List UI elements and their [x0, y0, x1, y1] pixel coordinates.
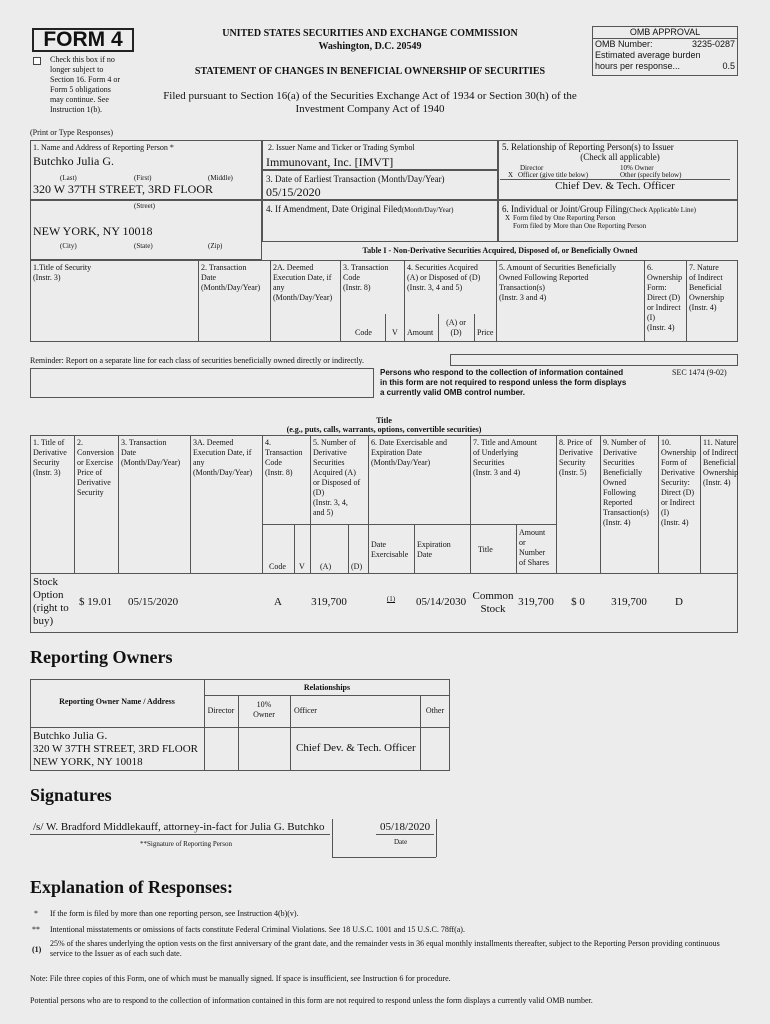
box5-label: 5. Relationship of Reporting Person(s) to Issuer [502, 142, 674, 152]
t1-col6: 6. Ownership Form: Direct (D) or Indirect (I) (Instr. 4) [647, 263, 683, 332]
date-label: Date [394, 838, 408, 846]
t1-col5: 5. Amount of Securities Beneficially Owned Following Reported Transaction(s) (Instr. 3 and 4) [499, 263, 617, 302]
t1-col1: 1.Title of Security (Instr. 3) [33, 263, 92, 282]
reminder-right-box [450, 354, 738, 366]
note1: If the form is filed by more than one reporting person, see Instruction 4(b)(v). [50, 909, 299, 918]
t2-col8: 8. Price of Derivative Security (Instr. 5) [559, 438, 593, 477]
issuer-name: Immunovant, Inc. [IMVT] [266, 155, 394, 169]
t2-col10: 10. Ownership Form of Derivative Security: Direct (D) or Indirect (I) (Instr. 4) [661, 438, 697, 527]
t2-exp-date: Expiration Date [417, 540, 451, 559]
t2-col7: 7. Title and Amount of Underlying Securities (Instr. 3 and 4) [473, 438, 538, 477]
t2-row-date-ex[interactable]: (1) [386, 595, 396, 603]
t2-v: V [299, 562, 305, 571]
t2-code: Code [269, 562, 286, 571]
t2-title: Title [478, 545, 493, 554]
state-label: (State) [134, 242, 153, 250]
owners-ten-pct: 10% Owner [253, 700, 275, 719]
t1-col3: 3. Transaction Code (Instr. 8) [343, 263, 389, 292]
ten-pct-option[interactable]: 10% Owner [620, 164, 654, 172]
table2-title: Title [376, 416, 392, 425]
form-title: FORM 4 [43, 28, 123, 51]
director-option[interactable]: Director [520, 164, 544, 172]
officer-option[interactable]: Officer (give title below) [518, 171, 589, 179]
middle-label: (Middle) [208, 174, 233, 182]
print-type-note: (Print or Type Responses) [30, 128, 114, 137]
box6-sub: (Check Applicable Line) [626, 206, 696, 214]
reporting-person-name: Butchko Julia G. [33, 154, 114, 168]
omb-hours: 0.5 [722, 61, 735, 71]
t2-a: (A) [320, 562, 332, 571]
omb-number: 3235-0287 [691, 39, 735, 49]
note2: Intentional misstatements or omissions of facts constitute Federal Criminal Violations. See 18 U.S.C. 1001 and 15 U.S.C. 78ff(a). [50, 925, 465, 934]
box3-label: 3. Date of Earliest Transaction (Month/Day/Year) [266, 174, 445, 184]
date-line [376, 834, 434, 835]
table1-title: Table I - Non-Derivative Securities Acquired, Disposed of, or Beneficially Owned [362, 246, 638, 255]
t2-col4: 4. Transaction Code (Instr. 8) [265, 438, 303, 477]
owners-other: Other [425, 706, 445, 715]
filing-line-2[interactable]: Form filed by More than One Reporting Person [513, 222, 647, 230]
signature-date: 05/18/2020 [380, 821, 431, 833]
officer-title: Chief Dev. & Tech. Officer [555, 180, 675, 192]
signature-value: /s/ W. Bradford Middlekauff, attorney-in-fact for Julia G. Butchko [33, 821, 325, 833]
t1-code: Code [355, 328, 372, 337]
t2-row-date: 05/15/2020 [128, 596, 179, 608]
agency-location: Washington, D.C. 20549 [318, 41, 422, 52]
t2-row-under-amount: 319,700 [518, 596, 554, 608]
t2-row-form: D [675, 596, 683, 608]
filing-note: Note: File three copies of this Form, one of which must be manually signed. If space is insufficient, see Instruction 6 for procedure. [30, 974, 451, 983]
first-label: (First) [134, 174, 152, 182]
zip-label: (Zip) [208, 242, 223, 250]
omb-hours-label: hours per response... [595, 61, 681, 71]
owners-row-name: Butchko Julia G. 320 W 37TH STREET, 3RD FLOOR NEW YORK, NY 10018 [33, 730, 199, 768]
owners-name-addr: Reporting Owner Name / Address [59, 697, 175, 706]
box4-sub: (Month/Day/Year) [401, 206, 454, 214]
t2-col5: 5. Number of Derivative Securities Acquired (A) or Disposed of (D) (Instr. 3, 4, and 5) [313, 438, 361, 517]
street-label: (Street) [134, 202, 155, 210]
t2-row-code: A [274, 596, 282, 608]
signature-label: **Signature of Reporting Person [140, 840, 232, 848]
owners-row-officer: Chief Dev. & Tech. Officer [296, 742, 416, 754]
agency-name: UNITED STATES SECURITIES AND EXCHANGE COMMISSION [222, 28, 518, 39]
reporting-person-city: NEW YORK, NY 10018 [33, 224, 153, 238]
note2-mark: ** [32, 925, 40, 934]
t2-row-title: Stock Option (right to buy) [33, 576, 69, 627]
box4-label-text: 4. If Amendment, Date Original Filed [266, 204, 402, 214]
t1-v: V [392, 328, 398, 337]
sec-number: SEC 1474 (9-02) [672, 368, 727, 377]
t2-col2: 2. Conversion or Exercise Price of Derivative Security [77, 438, 114, 497]
owners-director: Director [207, 706, 235, 715]
t1-col2: 2. Transaction Date (Month/Day/Year) [201, 263, 261, 292]
last-label: (Last) [60, 174, 77, 182]
box1-label: 1. Name and Address of Reporting Person * [33, 143, 174, 152]
reminder-left-box [30, 368, 374, 398]
omb-burden-label: Estimated average burden [595, 50, 701, 60]
explanation-heading: Explanation of Responses: [30, 877, 234, 897]
note3-mark: (1) [32, 945, 42, 954]
potential-persons: Potential persons who are to respond to the collection of information contained in this form are not required to respond unless the form displays a currently valid OMB number. [30, 996, 593, 1005]
t1-aord: (A) or (D) [446, 318, 466, 337]
t1-col2a: 2A. Deemed Execution Date, if any (Month/Day/Year) [273, 263, 333, 302]
persons-notice: Persons who respond to the collection of information contained in this form are not required to respond unless the form displays a currently valid OMB control number. [380, 368, 627, 397]
filing-line-1[interactable]: Form filed by One Reporting Person [513, 214, 616, 222]
owners-relationships: Relationships [303, 683, 351, 692]
statement-title: STATEMENT OF CHANGES IN BENEFICIAL OWNERSHIP OF SECURITIES [194, 66, 546, 77]
t2-col3: 3. Transaction Date (Month/Day/Year) [121, 438, 181, 467]
box5-sub: (Check all applicable) [580, 152, 660, 162]
other-option[interactable]: Other (specify below) [620, 171, 682, 179]
t1-amount: Amount [407, 328, 434, 337]
t2-col6: 6. Date Exercisable and Expiration Date (Month/Day/Year) [371, 438, 447, 467]
note1-mark: * [34, 909, 38, 918]
omb-approval-box [592, 26, 738, 76]
owners-officer: Officer [294, 706, 317, 715]
no-longer-subject-checkbox[interactable] [33, 57, 41, 65]
reporting-person-street: 320 W 37TH STREET, 3RD FLOOR [33, 182, 214, 196]
no-longer-subject-text: Check this box if no longer subject to Section 16. Form 4 or Form 5 obligations may continue. See Instruction 1(b). [50, 55, 120, 114]
officer-mark[interactable]: X [508, 171, 514, 179]
t2-date-ex: Date Exercisable [371, 540, 409, 559]
t1-col7: 7. Nature of Indirect Beneficial Ownership (Instr. 4) [689, 263, 725, 312]
t2-row-price: $ 19.01 [79, 596, 112, 608]
t1-col4: 4. Securities Acquired (A) or Disposed of (D) (Instr. 3, 4 and 5) [407, 263, 481, 292]
box2-label: 2. Issuer Name and Ticker or Trading Symbol [268, 143, 415, 152]
t2-d: (D) [351, 562, 363, 571]
form-title-box [32, 28, 134, 52]
t2-row-deriv-price: $ 0 [571, 596, 585, 608]
table2-subtitle: (e.g., puts, calls, warrants, options, convertible securities) [286, 425, 482, 434]
omb-title: OMB APPROVAL [593, 27, 737, 39]
t2-col11: 11. Nature of Indirect Beneficial Ownership (Instr. 4) [703, 438, 739, 487]
t2-amount: Amount or Number of Shares [519, 528, 549, 567]
omb-number-label: OMB Number: [595, 39, 653, 49]
owners-heading: Reporting Owners [30, 647, 173, 667]
earliest-transaction-date: 05/15/2020 [266, 185, 321, 199]
t2-col9: 9. Number of Derivative Securities Beneficially Owned Following Reported Transaction(s) (Instr. 4) [603, 438, 649, 527]
t2-row-under-title: Common Stock [472, 590, 514, 615]
reminder-text: Reminder: Report on a separate line for each class of securities beneficially owned directly or indirectly. [30, 356, 365, 365]
t2-col3a: 3A. Deemed Execution Date, if any (Month/Day/Year) [193, 438, 253, 477]
t2-row-owned: 319,700 [611, 596, 647, 608]
note3: 25% of the shares underlying the option vests on the first anniversary of the grant date, and the remainder vests in 36 equal monthly installments thereafter, subject to the Reporting Person providing continuous service to the Issuer as of each such date. [50, 939, 720, 958]
box6-label-text: 6. Individual or Joint/Group Filing [502, 204, 627, 214]
filing-mark[interactable]: X [505, 214, 511, 222]
filed-pursuant: Filed pursuant to Section 16(a) of the Securities Exchange Act of 1934 or Section 30(h) of the Investment Company Act of 1940 [163, 90, 577, 115]
t1-price: Price [477, 328, 494, 337]
t2-col1: 1. Title of Derivative Security (Instr. 3) [33, 438, 67, 477]
city-label: (City) [60, 242, 77, 250]
t2-row-exp: 05/14/2030 [416, 596, 467, 608]
t2-row-a-amount: 319,700 [311, 596, 347, 608]
box4-label [266, 204, 454, 215]
signatures-heading: Signatures [30, 785, 112, 805]
